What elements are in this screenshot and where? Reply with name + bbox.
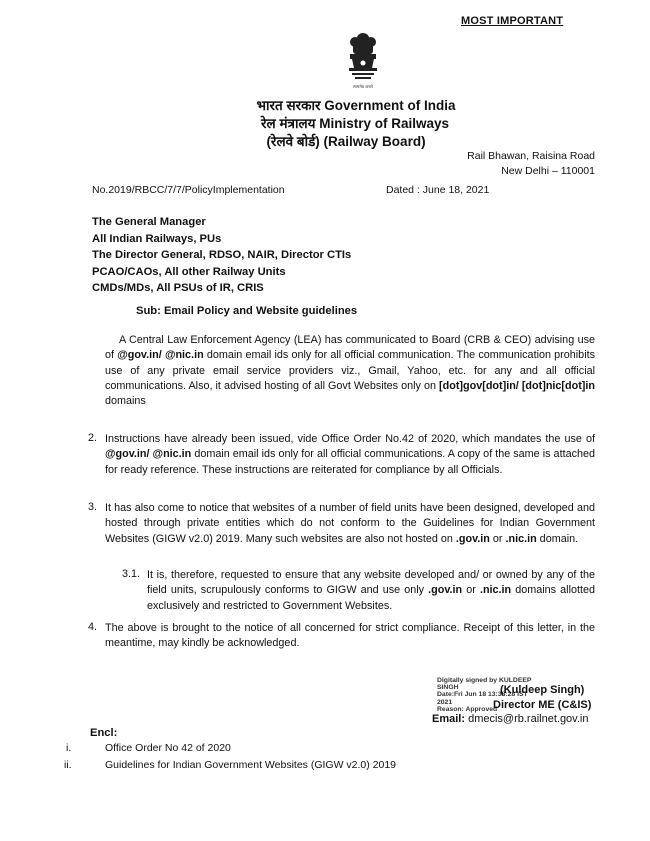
paragraph-4: The above is brought to the notice of all concerned for strict compliance. Receipt of this letter, in the meantime, may kindly be acknowledged. [105,622,595,650]
addressee-line: PCAO/CAOs, All other Railway Units [92,265,286,278]
header-board: (रेलवे बोर्ड) (Railway Board) [266,134,426,149]
paragraph-4-number: 4. [88,621,98,633]
national-emblem-icon [343,30,383,90]
svg-text:सत्यमेव जयते: सत्यमेव जयते [353,84,373,89]
enclosure-item: Guidelines for Indian Government Websites (GIGW v2.0) 2019 [105,759,397,771]
digital-signature-stamp: Digitally signed by KULDEEP SINGH Date:Fri Jun 18 13:38:28 IST 2021 Reason: Approved [437,677,532,713]
addressee-line: All Indian Railways, PUs [92,232,222,245]
enclosures-heading: Encl: [90,727,118,739]
signatory-email: Email: dmecis@rb.railnet.gov.in [432,713,589,725]
addressee-block [92,214,351,297]
subject-line: Sub: Email Policy and Website guidelines [136,305,358,317]
signatory-name: (Kuldeep Singh) [500,684,585,696]
paragraph-3-number: 3. [88,501,98,513]
addressee-line: CMDs/MDs, All PSUs of IR, CRIS [92,282,264,294]
addressee-line: The General Manager [92,216,206,228]
addressee-line: The Director General, RDSO, NAIR, Director CTIs [92,249,352,261]
reference-date: Dated : June 18, 2021 [386,184,490,196]
paragraph-3-1-number: 3.1. [122,568,141,580]
signatory-designation: Director ME (C&IS) [493,699,592,711]
marking-most-important: MOST IMPORTANT [461,15,564,27]
header-government: भारत सरकार Government of India [256,98,456,113]
paragraph-2-number: 2. [88,432,98,444]
paragraph-2: Instructions have already been issued, vide Office Order No.42 of 2020, which mandates the use of @gov.in/ @nic.in domain email ids only for all official communications. A copy of the same is attached for ready reference. These instructions are reiterated for compliance by all Officials. [105,433,595,476]
header-ministry: रेल मंत्रालय Ministry of Railways [261,116,449,131]
enclosure-item: Office Order No 42 of 2020 [105,742,231,754]
reference-number: No.2019/RBCC/7/7/PolicyImplementation [92,184,285,196]
paragraph-1: A Central Law Enforcement Agency (LEA) has communicated to Board (CRB & CEO) advising use of @gov.in/ @nic.in domain email ids only for all official communication. The communication prohibits use of any private email service providers viz., Gmail, Yahoo, etc. for any and all official communications. Also, it advised hosting of all Govt Websites only on [dot]gov[dot]in/ [dot]nic[dot]in domains [105,334,595,408]
enclosure-number: ii. [64,759,72,771]
address-line-1: Rail Bhawan, Raisina Road [467,150,595,162]
paragraph-3-1: It is, therefore, requested to ensure that any website developed and/ or owned by any of the field units, scrupulously conforms to GIGW and use only .gov.in or .nic.in domains allotted exclusively and restricted to Government Websites. [147,569,595,612]
enclosure-number: i. [66,742,72,754]
address-line-2: New Delhi – 110001 [501,165,595,177]
paragraph-3: It has also come to notice that websites of a number of field units have been designed, developed and hosted through private entities which do not conform to the Guidelines for Indian Government Websites (GIGW v2.0) 2019. Many such websites are also not hosted on .gov.in or .nic.in domain. [105,502,595,545]
